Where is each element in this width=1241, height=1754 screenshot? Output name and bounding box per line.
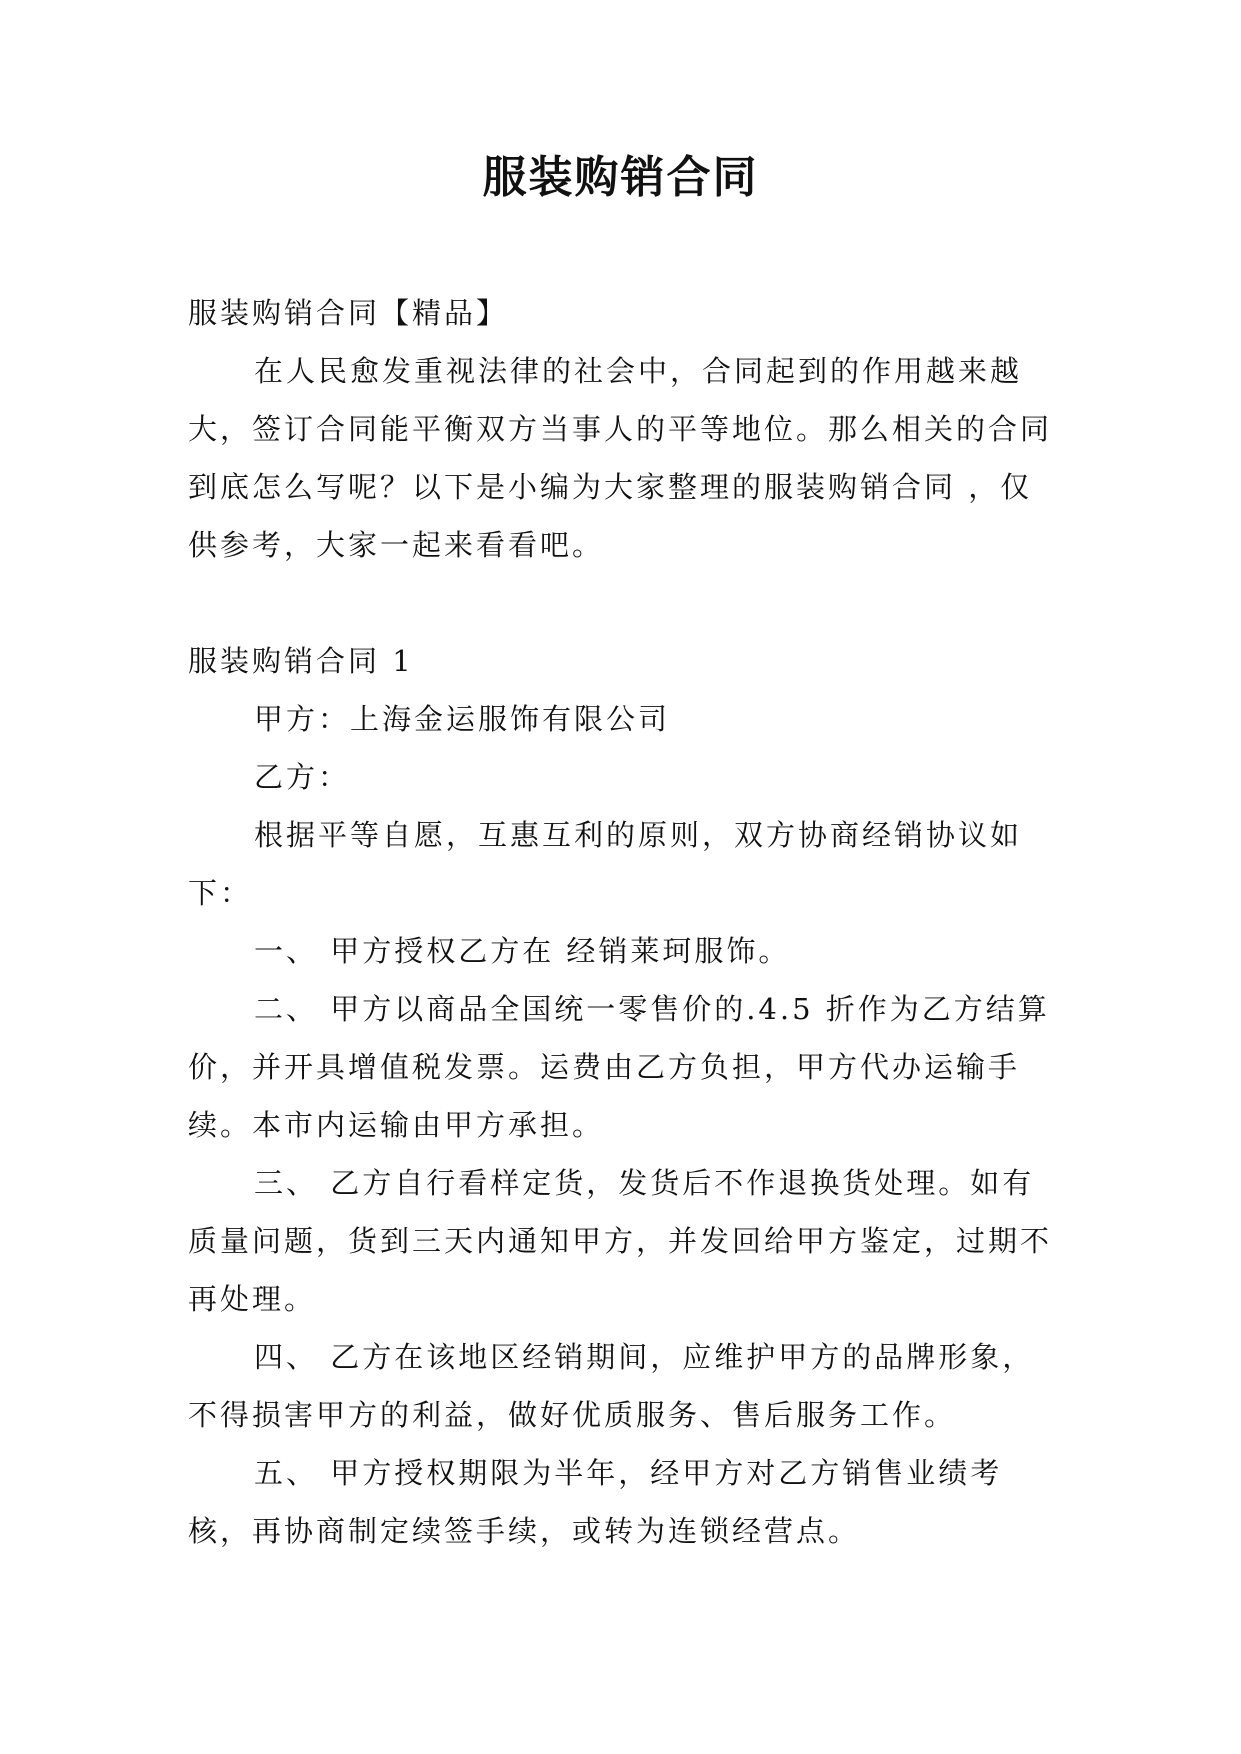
intro-paragraph: 在人民愈发重视法律的社会中，合同起到的作用越来越大，签订合同能平衡双方当事人的平等地位。那么相关的合同到底怎么写呢？以下是小编为大家整理的服装购销合同 ，仅供参考，大家一起来看看吧。 bbox=[188, 354, 1053, 562]
party-a-line: 甲方：上海金运服饰有限公司 bbox=[254, 702, 671, 736]
document-body bbox=[188, 284, 1058, 1560]
document-subtitle: 服装购销合同【精品】 bbox=[188, 296, 509, 330]
clause-1: 一、 甲方授权乙方在 经销莱珂服饰。 bbox=[254, 934, 791, 968]
preamble-paragraph: 根据平等自愿，互惠互利的原则，双方协商经销协议如下： bbox=[188, 818, 1023, 910]
document-title: 服装购销合同 bbox=[482, 152, 759, 203]
party-b-line: 乙方： bbox=[254, 760, 351, 794]
clause-3: 三、 乙方自行看样定货，发货后不作退换货处理。如有质量问题，货到三天内通知甲方，并发回给甲方鉴定，过期不再处理。 bbox=[188, 1166, 1053, 1316]
clause-2: 二、 甲方以商品全国统一零售价的.4.5 折作为乙方结算价，并开具增值税发票。运费由乙方负担，甲方代办运输手续。本市内运输由甲方承担。 bbox=[188, 992, 1050, 1142]
paragraph-gap bbox=[188, 574, 1058, 632]
section-heading: 服装购销合同 1 bbox=[188, 644, 414, 678]
clause-4: 四、 乙方在该地区经销期间，应维护甲方的品牌形象，不得损害甲方的利益，做好优质服务、售后服务工作。 bbox=[188, 1340, 1035, 1432]
clause-5: 五、 甲方授权期限为半年，经甲方对乙方销售业绩考核，再协商制定续签手续，或转为连锁经营点。 bbox=[188, 1456, 1003, 1548]
